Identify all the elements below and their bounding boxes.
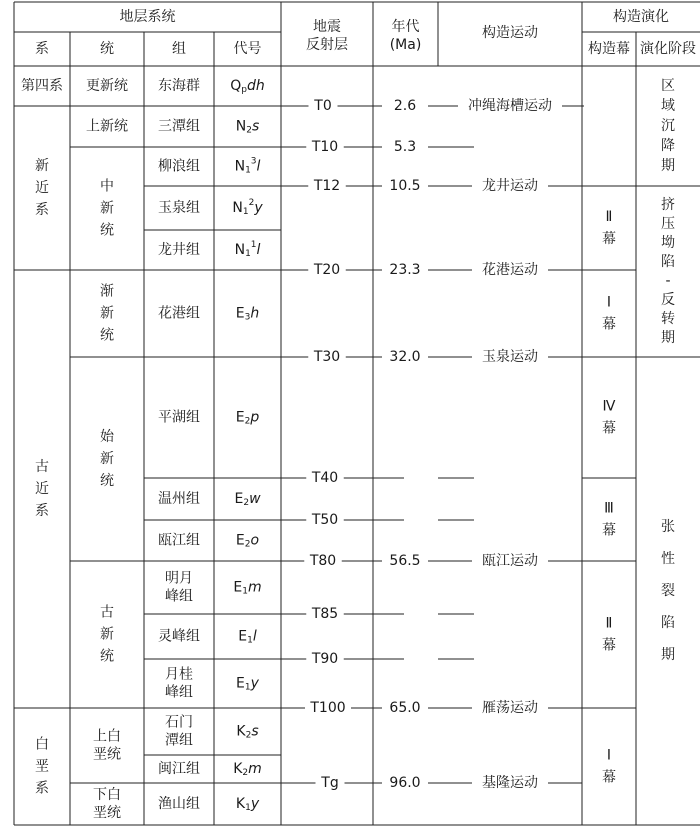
- tectonic-phase-line-2: 幕: [602, 522, 616, 539]
- series-name-line-2: 垩统: [93, 805, 121, 821]
- reflector-label: T80: [309, 553, 337, 569]
- tectonic-phase-line-2: 幕: [602, 769, 616, 786]
- series-name-line-1: 更新统: [86, 78, 128, 94]
- group-name-line-1: 东海群: [158, 78, 200, 94]
- age-value: 32.0: [389, 349, 421, 365]
- movement-label: 基隆运动: [482, 775, 538, 791]
- series-name-line-2: 新: [100, 305, 114, 322]
- series-name-line-1: 下白: [93, 787, 121, 803]
- formation-code: $Q_pdh$: [230, 78, 265, 95]
- evolution-stage-line-3: 沉: [661, 118, 675, 134]
- series-name-line-3: 统: [100, 473, 114, 489]
- system-name-line-1: 第四系: [21, 78, 63, 94]
- group-name-line-1: 闽江组: [158, 761, 200, 777]
- formation-code: $E_2w$: [234, 491, 261, 508]
- header-group: 组: [172, 41, 186, 57]
- evolution-stage-line-4: 陷: [661, 615, 675, 631]
- evolution-stage-line-5: 期: [661, 647, 675, 663]
- reflector-label: T85: [311, 606, 339, 622]
- group-name-line-2: 潭组: [165, 732, 193, 749]
- header-evolution: 构造演化: [613, 9, 669, 25]
- evolution-stage-line-5: -: [665, 273, 671, 289]
- age-value: 56.5: [389, 553, 421, 569]
- series-name-line-1: 上新统: [86, 118, 128, 135]
- system-name-line-1: 白: [35, 736, 49, 753]
- header-age-line-2: (Ma): [389, 37, 422, 53]
- reflector-label: T20: [313, 262, 341, 278]
- age-value: 65.0: [389, 700, 421, 716]
- series-name-line-2: 新: [100, 626, 114, 643]
- header-series: 统: [100, 41, 114, 57]
- series-name-line-1: 上白: [93, 728, 121, 745]
- reflector-label: T0: [314, 98, 332, 114]
- evolution-stage-line-1: 挤: [661, 197, 675, 213]
- evolution-stage-line-2: 压: [661, 216, 675, 232]
- header-system: 系: [35, 41, 49, 57]
- group-name-line-1: 温州组: [158, 491, 200, 507]
- reflector-label: T50: [311, 512, 339, 528]
- formation-code: $E_2o$: [235, 532, 260, 550]
- evolution-stage-line-1: 区: [661, 78, 675, 94]
- reflector-label: T100: [310, 700, 346, 716]
- series-name-line-1: 渐: [100, 283, 114, 300]
- movement-label: 花港运动: [482, 262, 538, 278]
- reflector-label: T90: [311, 651, 339, 667]
- reflector-label: T30: [313, 349, 341, 365]
- formation-code: $K_2m$: [233, 761, 262, 778]
- series-name-line-1: 中: [100, 178, 114, 195]
- tectonic-phase-line-1: Ⅳ: [602, 398, 616, 415]
- system-name-line-2: 垩: [35, 758, 49, 775]
- tectonic-phase-line-2: 幕: [602, 637, 616, 654]
- group-name-line-1: 瓯江组: [158, 532, 200, 549]
- header-code: 代号: [233, 41, 262, 57]
- formation-code: $E_2p$: [235, 409, 260, 427]
- tectonic-phase-line-2: 幕: [602, 420, 616, 437]
- tectonic-phase-line-1: Ⅱ: [605, 209, 613, 225]
- tectonic-phase-line-2: 幕: [602, 316, 616, 333]
- tectonic-phase-line-1: Ⅰ: [606, 747, 612, 764]
- evolution-stage-line-3: 坳: [661, 235, 675, 251]
- group-name-line-2: 峰组: [165, 588, 193, 605]
- tectonic-phase-line-1: Ⅲ: [604, 500, 614, 517]
- evolution-stage-line-2: 域: [661, 98, 675, 114]
- movement-label: 龙井运动: [482, 178, 538, 194]
- formation-code: $N_1^3l$: [234, 156, 261, 176]
- system-name-line-1: 古: [35, 459, 49, 475]
- tectonic-phase-line-2: 幕: [602, 231, 616, 247]
- series-name-line-1: 始: [100, 429, 114, 445]
- reflector-label: T40: [311, 470, 339, 486]
- formation-code: $N_1^1l$: [234, 240, 261, 259]
- table-texts: [21, 8, 696, 821]
- age-value: 2.6: [393, 98, 417, 114]
- header-strat-system: 地层系统: [119, 9, 176, 25]
- system-name-line-3: 系: [35, 780, 49, 797]
- reflector-label: Tg: [321, 775, 339, 791]
- evolution-stage-line-4: 降: [661, 138, 675, 154]
- group-name-line-1: 渔山组: [158, 796, 200, 812]
- movement-label: 玉泉运动: [482, 349, 538, 365]
- age-value: 10.5: [389, 178, 421, 194]
- group-name-line-1: 月桂: [165, 666, 193, 683]
- system-name-line-2: 近: [35, 481, 49, 497]
- header-reflector-line-1: 地震: [313, 19, 341, 35]
- reflector-label: T12: [313, 178, 341, 194]
- evolution-stage-line-8: 期: [661, 330, 675, 346]
- age-value: 23.3: [389, 262, 421, 278]
- age-value: 5.3: [393, 139, 417, 155]
- tectonic-phase-line-1: Ⅱ: [605, 615, 613, 632]
- group-name-line-1: 平湖组: [158, 409, 200, 426]
- movement-label: 瓯江运动: [482, 553, 538, 569]
- series-name-line-3: 统: [100, 222, 114, 239]
- series-name-line-3: 统: [100, 648, 114, 665]
- evolution-stage-line-2: 性: [661, 551, 675, 567]
- formation-code: $K_2s$: [236, 723, 259, 741]
- header-reflector-line-2: 反射层: [306, 37, 348, 53]
- series-name-line-1: 古: [100, 604, 114, 621]
- evolution-stage-line-6: 反: [661, 292, 675, 308]
- formation-code: $N_2s$: [235, 118, 260, 136]
- reflector-label: T10: [311, 139, 339, 155]
- formation-code: $E_3h$: [235, 305, 260, 323]
- formation-code: $E_1y$: [236, 675, 259, 693]
- series-name-line-2: 新: [100, 200, 114, 217]
- header-tectonic-phase: 构造幕: [588, 41, 630, 57]
- group-name-line-1: 玉泉组: [158, 200, 200, 216]
- system-name-line-3: 系: [35, 202, 49, 218]
- formation-code: $K_1y$: [235, 796, 260, 813]
- group-name-line-1: 花港组: [158, 305, 200, 322]
- movement-label: 冲绳海槽运动: [468, 98, 552, 114]
- group-name-line-1: 三潭组: [158, 118, 200, 135]
- group-name-line-2: 峰组: [165, 684, 193, 701]
- group-name-line-1: 灵峰组: [158, 628, 200, 645]
- group-name-line-1: 柳浪组: [158, 158, 200, 175]
- evolution-stage-line-4: 陷: [661, 254, 675, 270]
- evolution-stage-line-7: 转: [661, 311, 675, 327]
- series-name-line-2: 垩统: [93, 746, 121, 763]
- formation-code: $E_1m$: [233, 579, 262, 597]
- tectonic-phase-line-1: Ⅰ: [606, 294, 612, 311]
- group-name-line-1: 明月: [165, 570, 193, 587]
- system-name-line-3: 系: [35, 503, 49, 519]
- system-name-line-2: 近: [35, 180, 49, 196]
- group-name-line-1: 石门: [165, 714, 193, 731]
- movement-label: 雁荡运动: [482, 700, 538, 716]
- header-evolution-stage: 演化阶段: [640, 41, 696, 57]
- header-movement: 构造运动: [482, 25, 538, 41]
- series-name-line-3: 统: [100, 327, 114, 344]
- evolution-stage-line-3: 裂: [661, 583, 675, 599]
- group-name-line-1: 龙井组: [158, 242, 200, 258]
- formation-code: $E_1l$: [238, 628, 257, 646]
- series-name-line-2: 新: [100, 451, 114, 467]
- header-age-line-1: 年代: [391, 19, 420, 35]
- formation-code: $N_1^2y$: [232, 198, 263, 217]
- age-value: 96.0: [389, 775, 421, 791]
- system-name-line-1: 新: [35, 158, 49, 174]
- evolution-stage-line-5: 期: [661, 158, 675, 174]
- evolution-stage-line-1: 张: [661, 519, 675, 535]
